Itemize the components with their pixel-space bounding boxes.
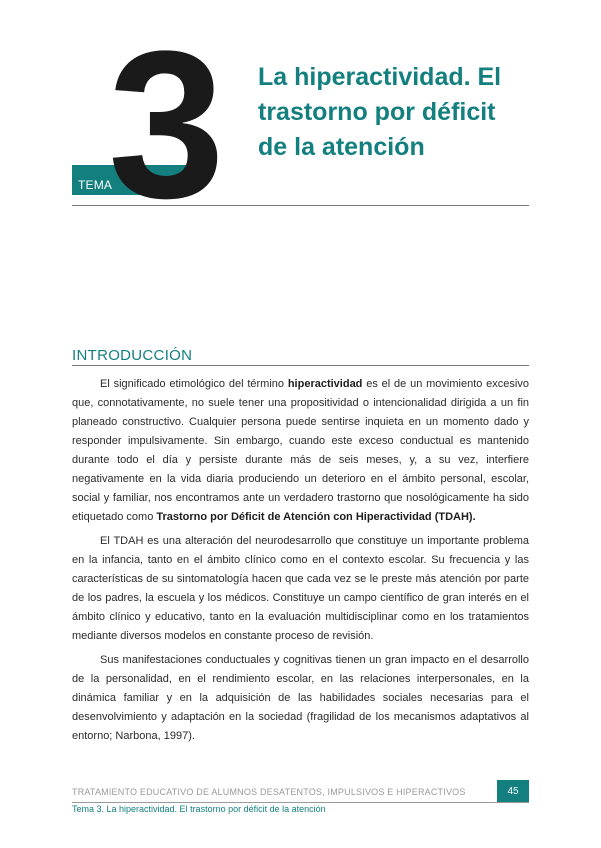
footer-book-title: TRATAMIENTO EDUCATIVO DE ALUMNOS DESATENTOS, IMPULSIVOS E HIPERACTIVOS	[72, 787, 466, 797]
paragraph-3: Sus manifestaciones conductuales y cognitivas tienen un gran impacto en el desarrollo de la personalidad, en el rendimiento escolar, en las relaciones interpersonales, en la dinámica familiar y en la adquisición de las habilidades sociales necesarias para el desenvolvimiento y adaptación en la sociedad (fragilidad de los mecanismos adaptativos al entorno; Narbona, 1997).	[72, 654, 529, 742]
section-heading: INTRODUCCIÓN	[72, 347, 193, 364]
chapter-title	[258, 60, 558, 165]
section-divider	[72, 365, 529, 366]
chapter-number: 3	[108, 7, 217, 242]
body-text	[72, 375, 529, 751]
paragraph-1-text-c: es el de un movimiento excesivo que, connotativamente, no suele tener una propositividad o intencionalidad dirigida a un fin planeado constructivo. Cualquier persona puede sentirse inquieta en un momento dado y responder impulsivamente. Sin embargo, cuando este exceso conductual es mantenido durante todo el día y persiste durante más de seis meses, y, a su vez, interfiere negativamente en la vida diaria produciendo un deterioro en el ámbito personal, escolar, social y familiar, nos encontramos ante un verdadero trastorno que nosológicamente ha sido etiquetado como	[72, 378, 529, 523]
footer-chapter-ref: Tema 3. La hiperactividad. El trastorno por déficit de la atención	[72, 804, 326, 814]
chapter-title-line-1: La hiperactividad. El	[258, 63, 502, 91]
paragraph-2: El TDAH es una alteración del neurodesarrollo que constituye un importante problema en la infancia, tanto en el ámbito clínico como en el contexto escolar. Su frecuencia y las características de su sintomatología hacen que cada vez se le preste más atención por parte de los padres, la escuela y los médicos. Constituye un campo científico de gran interés en el ámbito clínico y educativo, tanto en la evaluación multidisciplinar como en los tratamientos mediante diversos modelos en constante proceso de revisión.	[72, 535, 529, 642]
term-hiperactividad: hiperactividad	[287, 378, 363, 390]
paragraph-1	[72, 375, 529, 527]
footer-divider	[72, 802, 529, 803]
term-tdah: Trastorno por Déficit de Atención con Hiperactividad (TDAH).	[156, 511, 476, 523]
tema-label: TEMA	[78, 178, 113, 192]
chapter-title-line-2: trastorno por déficit	[258, 98, 496, 126]
page-number: 45	[507, 786, 519, 797]
chapter-title-line-3: de la atención	[258, 133, 425, 161]
paragraph-1-text-a: El significado etimológico del término	[100, 378, 288, 390]
